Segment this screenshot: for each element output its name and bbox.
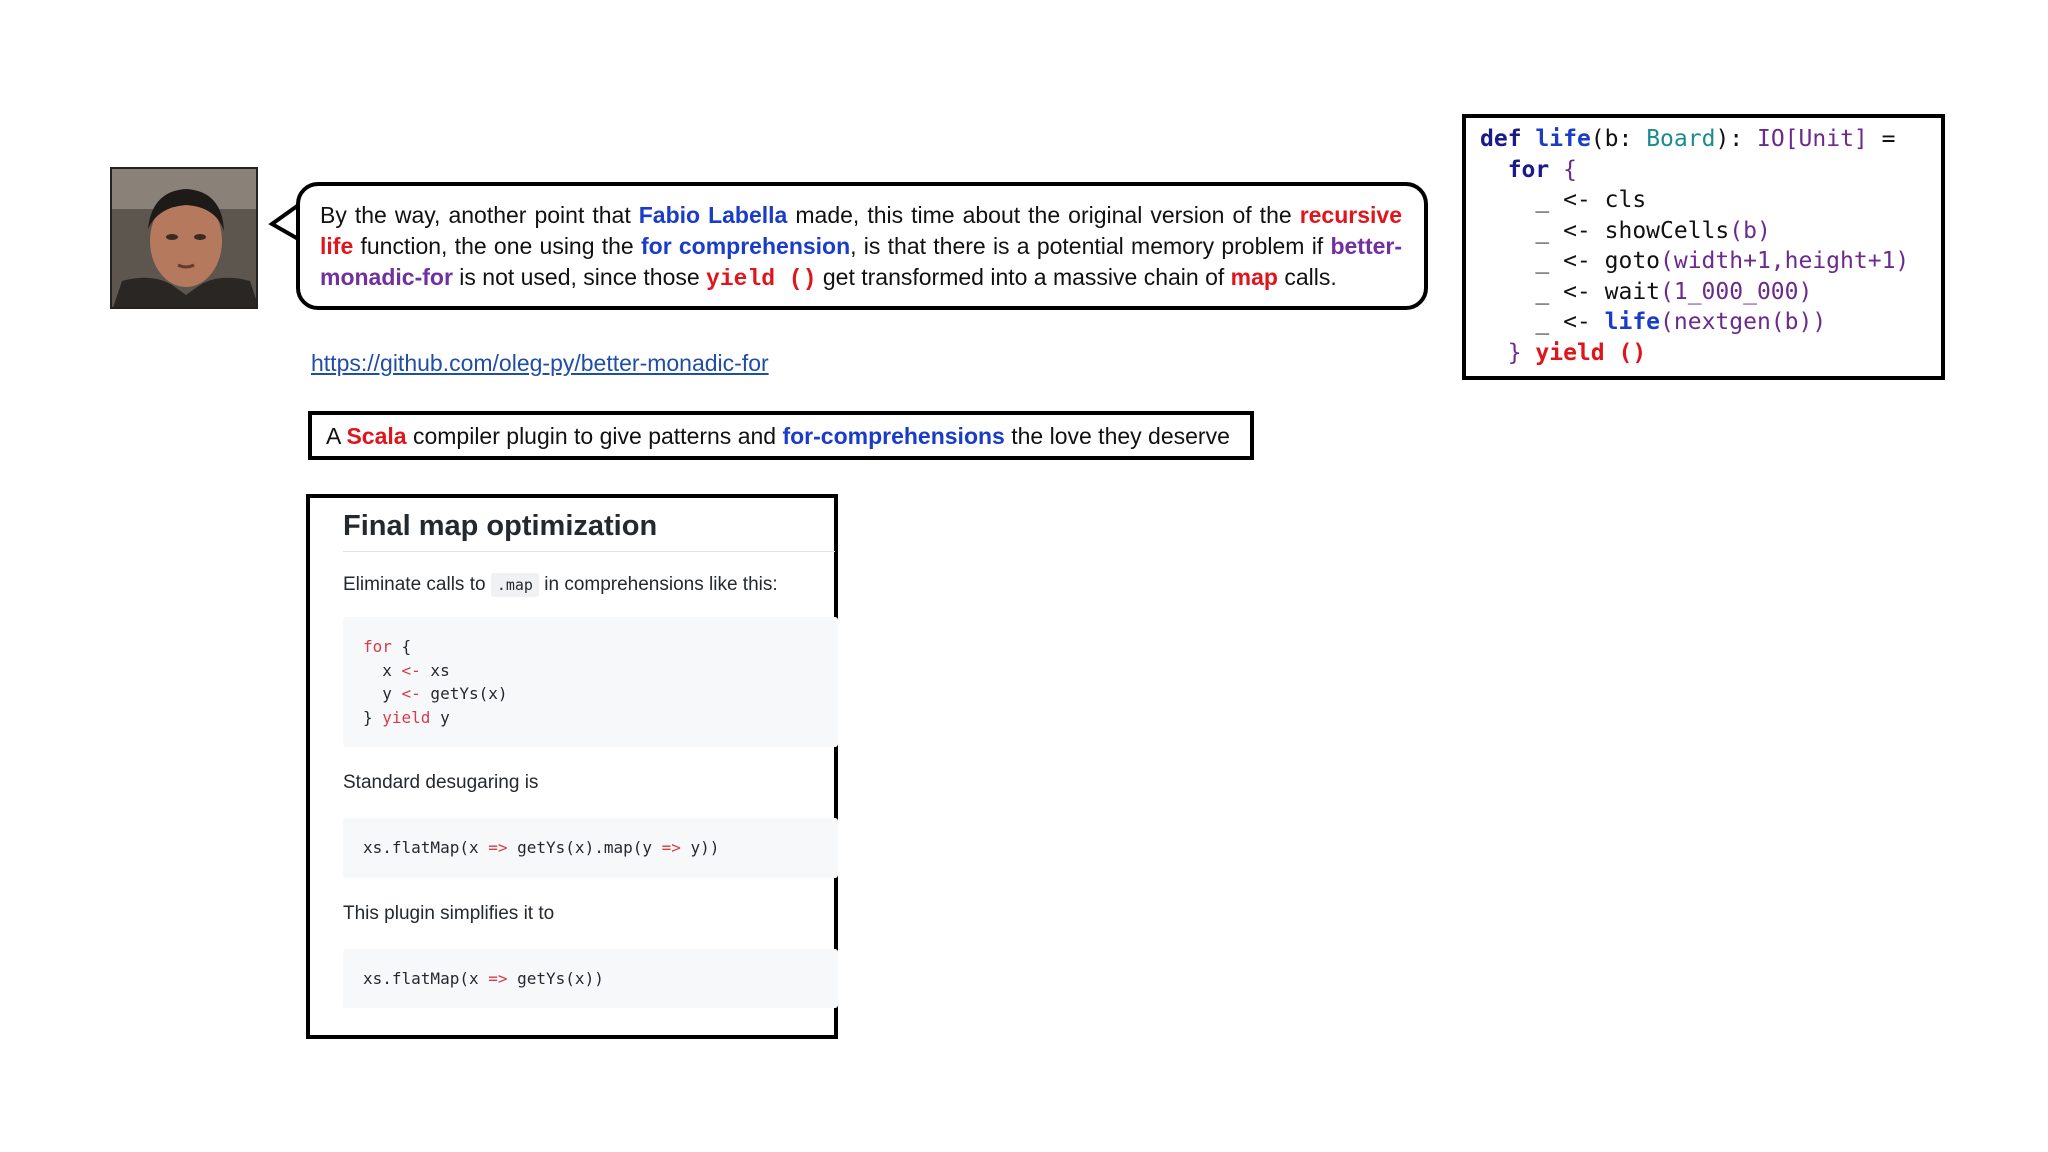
inline-code-map: .map (491, 573, 539, 597)
avatar (110, 167, 258, 309)
for-comprehensions-term: for-comprehensions (782, 423, 1005, 449)
person-name: Fabio Labella (638, 202, 788, 228)
life-function-code: def life(b: Board): IO[Unit] = for { _ <- cls _ <- showCells(b) _ <- goto(width+1,height+1) _ <- wait(1_000_000) _ <- life(nextgen(b)) } yield () (1462, 114, 1945, 380)
code-block-for: for { x <- xs y <- getYs(x) } yield y (343, 617, 838, 747)
scala-term: Scala (346, 423, 407, 449)
code-block-simplified: xs.flatMap(x => getYs(x)) (343, 949, 838, 1009)
recursive-life-term: recursive life (320, 202, 1402, 259)
person-photo-icon (112, 169, 258, 309)
for-comprehension-term: for comprehension (640, 233, 851, 259)
desugaring-paragraph: Standard desugaring is (343, 772, 539, 793)
intro-paragraph: Eliminate calls to .map in comprehensions like this: (343, 574, 778, 595)
yield-term: yield () (706, 266, 817, 292)
section-title: Final map optimization (343, 510, 835, 552)
code-block-desugared: xs.flatMap(x => getYs(x).map(y => y)) (343, 818, 838, 878)
map-term: map (1230, 264, 1278, 290)
plugin-name: better-monadic-for (320, 233, 1403, 290)
speech-text: By the way, another point that Fabio Labella made, this time about the original version of the recursive life function, the one using the for comprehension, is that there is a potential memory problem if better-monadic-for is not used, since those yield () get transformed into a massive chain of map calls. (320, 202, 1403, 292)
readme-excerpt (306, 494, 838, 1039)
speech-bubble (296, 182, 1428, 310)
simplified-paragraph: This plugin simplifies it to (343, 902, 555, 924)
plugin-tagline: A Scala compiler plugin to give patterns and for-comprehensions the love they deserve (308, 411, 1254, 460)
github-link[interactable]: https://github.com/oleg-py/better-monadic-for (311, 350, 769, 376)
